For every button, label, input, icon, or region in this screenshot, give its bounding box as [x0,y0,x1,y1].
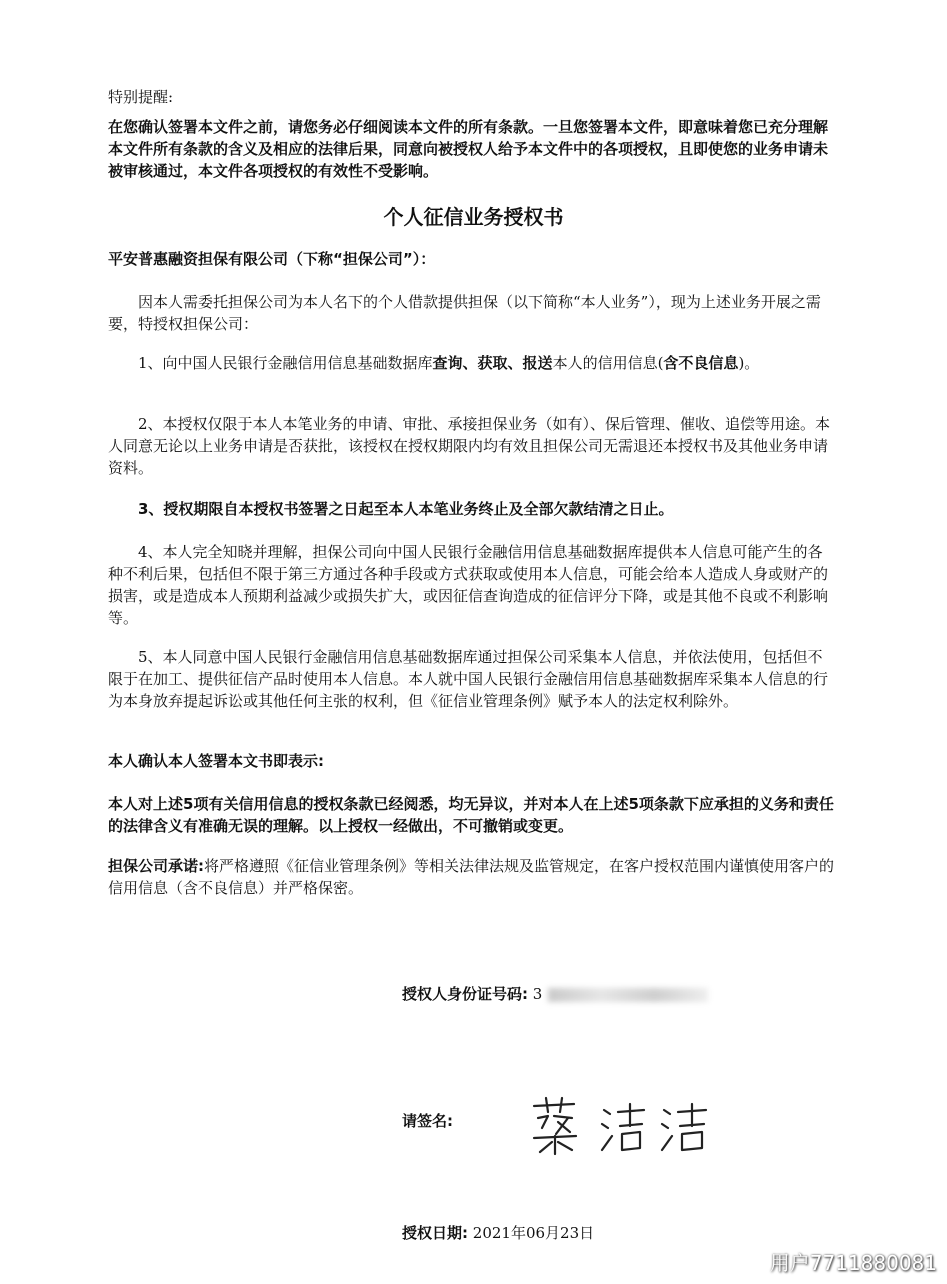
signature-label: 请签名: [402,1112,453,1130]
clause-3: 3、授权期限自本授权书签署之日起至本人本笔业务终止及全部欠款结清之日止。 [138,500,674,518]
watermark-text: 用户7711880081 [769,1251,937,1275]
date-value: 2021年06月23日 [472,1224,595,1242]
notice-text: 在您确认签署本文件之前，请您务必仔细阅读本文件的所有条款。一旦您签署本文件，即意味着您已充分理解本文件所有条款的含义及相应的法律后果，同意向被授权人给予本文件中的各项授权，且即使您的业务申请未被审核通过，本文件各项授权的有效性不受影响。 [108,118,829,180]
weibo-icon [744,1255,766,1273]
clause-1-part-a: 1、向中国人民银行金融信用信息基础数据库 [138,354,433,372]
promise-label: 担保公司承诺: [108,857,204,875]
weibo-watermark [744,1247,937,1276]
promise-text: 将严格遵照《征信业管理条例》等相关法律法规及监管规定，在客户授权范围内谨慎使用客户的信用信息（含不良信息）并严格保密。 [108,857,835,897]
signature-row [402,1110,453,1131]
guarantor-promise [108,855,836,899]
intro-paragraph: 因本人需委托担保公司为本人名下的个人借款提供担保（以下简称“本人业务”），现为上述业务开展之需要，特授权担保公司： [108,293,821,333]
clause-4: 4、本人完全知晓并理解，担保公司向中国人民银行金融信用信息基础数据库提供本人信息可能产生的各种不利后果，包括但不限于第三方通过各种手段或方式获取或使用本人信息，可能会给本人造成人身或财产的损害，或是造成本人预期利益减少或损失扩大，或因征信查询造成的征信评分下降，或是其他不良或不利影响等。 [108,543,829,627]
document-title: 个人征信业务授权书 [383,205,564,229]
id-number-redacted [548,988,708,1002]
notice-heading: 特别提醒: [108,88,174,106]
addressee: 平安普惠融资担保有限公司（下称“担保公司”）： [108,250,436,268]
date-row [402,1222,594,1243]
clause-1-part-e: )。 [738,354,760,372]
handwritten-signature [528,1096,718,1156]
clause-2: 2、本授权仅限于本人本笔业务的申请、审批、承接担保业务（如有）、保后管理、催收、追偿等用途。本人同意无论以上业务申请是否获批，该授权在授权期限内均有效且担保公司无需退还本授权书及其他业务申请资料。 [108,415,831,477]
confirm-text: 本人对上述5项有关信用信息的授权条款已经阅悉，均无异议，并对本人在上述5项条款下应承担的义务和责任的法律含义有准确无误的理解。以上授权一经做出，不可撤销或变更。 [108,795,834,835]
id-number-row [402,983,708,1004]
clause-1-part-c: 本人的信用信息( [552,354,664,372]
date-label: 授权日期: [402,1224,468,1242]
clause-5: 5、本人同意中国人民银行金融信用信息基础数据库通过担保公司采集本人信息，并依法使用，包括但不限于在加工、提供征信产品时使用本人信息。本人就中国人民银行金融信用信息基础数据库采集本人信息的行为本身放弃提起诉讼或其他任何主张的权利，但《征信业管理条例》赋予本人的法定权利除外。 [108,648,829,710]
clause-1-part-d: 含不良信息 [663,354,739,372]
confirm-heading: 本人确认本人签署本文书即表示: [108,752,325,770]
id-number-label: 授权人身份证号码: [402,985,528,1003]
clause-1 [108,352,836,374]
id-number-prefix: 3 [532,985,543,1003]
clause-1-part-b: 查询、获取、报送 [432,354,553,372]
